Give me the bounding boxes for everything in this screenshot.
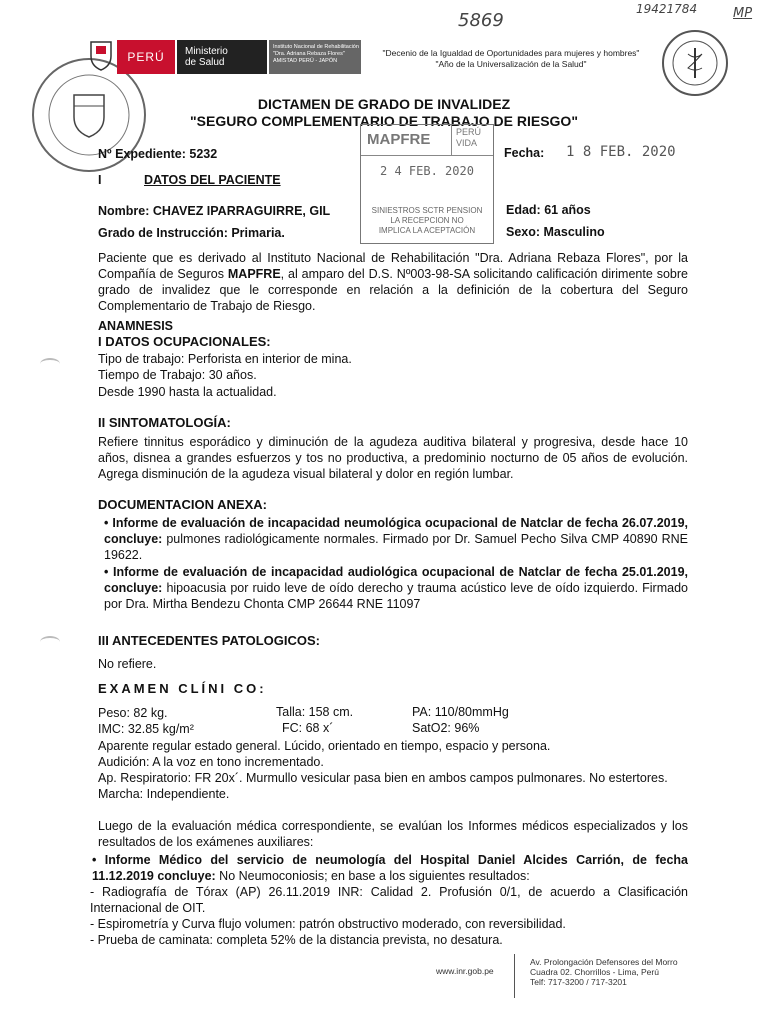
stamp-note-1: SINIESTROS SCTR PENSION [371, 206, 483, 215]
section-1-number: I [98, 173, 102, 187]
antecedentes-text: No refiere. [98, 657, 157, 671]
patient-age: Edad: 61 años [506, 203, 591, 217]
ocupacional-line-1: Tipo de trabajo: Perforista en interior de mina. [98, 352, 352, 366]
handwritten-file-number: 5869 [458, 10, 504, 31]
document-title: DICTAMEN DE GRADO DE INVALIDEZ [257, 96, 511, 112]
documentacion-item-1-bold: Informe de evaluación de incapacidad neumológica ocupacional de Natclar de fecha 26.07.2019, concluye: [104, 516, 689, 546]
mapfre-reception-stamp [360, 124, 494, 244]
informe-neumologia [92, 852, 688, 884]
handwritten-initials: MP [733, 6, 753, 21]
sintomatologia-text: Refiere tinnitus esporádico y diminución de la agudeza auditiva bilateral y progresiva, desde hace 10 años, disnea a grandes esfuerzos y tos no productiva, a predominio nocturno de 05 años de evolución. Agrega disminución de la agudeza visual bilateral y dolor en región lumbar. [98, 435, 688, 481]
examen-clinico-heading: EXAMEN CLÍNI CO: [98, 681, 267, 696]
vital-talla: Talla: 158 cm. [276, 705, 354, 719]
ocupacional-line-3: Desde 1990 hasta la actualidad. [98, 385, 277, 399]
stamp-company-sub-1: PERÚ [456, 127, 482, 137]
evaluacion-text: Luego de la evaluación médica correspondiente, se evalúan los Informes médicos especializados y los resultados de los exámenes auxiliares: [98, 819, 688, 849]
datos-ocupacionales-heading: I DATOS OCUPACIONALES: [98, 334, 271, 349]
documentacion-heading: DOCUMENTACION ANEXA: [98, 497, 267, 512]
motto-line-2: "Año de la Universalización de la Salud" [435, 59, 587, 69]
stamp-company-sub-2: VIDA [456, 138, 478, 148]
bullet-icon: • [104, 516, 113, 530]
exam-line-2: Audición: A la voz en tono incrementado. [98, 755, 324, 769]
bullet-icon: • [104, 565, 113, 579]
stamp-company-sub [451, 125, 485, 155]
stamp-note-3: IMPLICA LA ACEPTACIÓN [378, 226, 476, 235]
stamp-company: MAPFRE [367, 131, 431, 148]
stamp-note [361, 206, 493, 236]
ocupacional-line-2: Tiempo de Trabajo: 30 años. [98, 368, 257, 382]
patient-sex: Sexo: Masculino [506, 225, 605, 239]
result-item-3: - Prueba de caminata: completa 52% de la distancia prevista, no desatura. [90, 933, 503, 947]
stamp-date: 2 4 FEB. 2020 [380, 164, 474, 178]
exam-line-3: Ap. Respiratorio: FR 20x´. Murmullo vesicular pasa bien en ambos campos pulmonares. No estertores. [98, 771, 668, 785]
documentacion-item-2-bold: Informe de evaluación de incapacidad audiológica ocupacional de Natclar de fecha 25.01.2019, concluye: [104, 565, 689, 595]
vital-peso: Peso: 82 kg. [98, 706, 168, 720]
inr-line-1: Instituto Nacional de Rehabilitación [273, 44, 359, 50]
result-item-1: - Radiografía de Tórax (AP) 26.11.2019 INR: Calidad 2. Profusión 0/1, de acuerdo a Clasificación Internacional de OIT. [90, 885, 688, 915]
vital-pa: PA: 110/80mmHg [412, 705, 509, 719]
institute-seal-right [662, 30, 728, 96]
intro-part-1: Paciente que es derivado al Instituto Nacional de Rehabilitación "Dra. Adriana Rebaza Flores", por la Compañía de Seguros [98, 251, 688, 281]
vital-imc: IMC: 32.85 kg/m² [98, 722, 194, 736]
documentacion-item-1-text: pulmones radiológicamente normales. Firmado por Dr. Samuel Pecho Silva CMP 40890 RNE 19622. [104, 532, 688, 562]
footer-address-2: Cuadra 02. Chorrillos - Lima, Perú [530, 967, 659, 977]
documentacion-item-2 [104, 564, 688, 612]
antecedentes-heading: III ANTECEDENTES PATOLOGICOS: [98, 633, 320, 648]
ministry-line-1: Ministerio [185, 46, 228, 57]
peru-shield-logo [88, 38, 114, 72]
punch-hole-mark [40, 636, 60, 648]
medical-emblem-icon [664, 32, 726, 94]
ministry-logo [177, 40, 267, 74]
stamp-note-2: LA RECEPCION NO [390, 216, 464, 225]
footer-address-1: Av. Prolongación Defensores del Morro [530, 957, 678, 967]
exam-line-4: Marcha: Independiente. [98, 787, 230, 801]
footer-address [530, 957, 678, 987]
fecha-stamp-value: 1 8 FEB. 2020 [566, 144, 676, 160]
document-subtitle: "SEGURO COMPLEMENTARIO DE TRABAJO DE RIESGO" [190, 113, 578, 129]
anamnesis-heading: ANAMNESIS [98, 319, 174, 333]
motto-line-1: "Decenio de la Igualdad de Oportunidades para mujeres y hombres" [382, 48, 640, 58]
patient-education: Grado de Instrucción: Primaria. [98, 226, 285, 240]
result-item-2: - Espirometría y Curva flujo volumen: patrón obstructivo moderado, con reversibilidad. [90, 917, 566, 931]
footer-website: www.inr.gob.pe [436, 966, 494, 976]
fecha-label: Fecha: [504, 146, 545, 160]
footer-phone: Telf: 717-3200 / 717-3201 [530, 977, 627, 987]
documentacion-item-2-text: hipoacusia por ruido leve de oído derecho y trauma acústico leve de oído izquierdo. Firmado por Dra. Mirtha Bendezu Chonta CMP 26644 RNE 11097 [104, 581, 688, 611]
intro-company: MAPFRE [227, 267, 281, 281]
handwritten-corner-code: 19421784 [636, 2, 698, 16]
header-motto [366, 48, 656, 70]
inr-logo [269, 40, 361, 74]
intro-part-2: , al amparo del D.S. Nº003-98-SA solicitando calificación dirimente sobre grado de invalidez que le corresponde en relación a la definición de la cobertura del Seguro Complementario de Trabajo de Riesgo. [98, 267, 688, 313]
documentacion-item-1 [104, 515, 688, 563]
informe-text: No Neumoconiosis; en base a los siguientes resultados: [215, 869, 530, 883]
expediente-number: Nº Expediente: 5232 [98, 147, 218, 161]
vital-sat: SatO2: 96% [412, 721, 480, 735]
peru-logo: PERÚ [117, 40, 175, 74]
punch-hole-mark [40, 358, 60, 370]
intro-paragraph [98, 250, 688, 314]
inr-line-2: "Dra. Adriana Rebaza Flores" [273, 51, 345, 57]
section-1-title: DATOS DEL PACIENTE [144, 173, 281, 187]
footer-divider [514, 954, 515, 998]
exam-line-1: Aparente regular estado general. Lúcido, orientado en tiempo, espacio y persona. [98, 739, 551, 753]
vital-fc: FC: 68 x´ [282, 721, 334, 735]
inr-line-3: AMISTAD PERÚ - JAPÓN [273, 58, 338, 64]
informe-bold: Informe Médico del servicio de neumología del Hospital Daniel Alcides Carrión, de fecha 11.12.2019 concluye: [92, 853, 688, 883]
sintomatologia-heading: II SINTOMATOLOGÍA: [98, 415, 231, 430]
bullet-icon: • [92, 853, 105, 867]
patient-name: Nombre: CHAVEZ IPARRAGUIRRE, GIL [98, 204, 331, 218]
ministry-line-2: de Salud [185, 57, 225, 68]
